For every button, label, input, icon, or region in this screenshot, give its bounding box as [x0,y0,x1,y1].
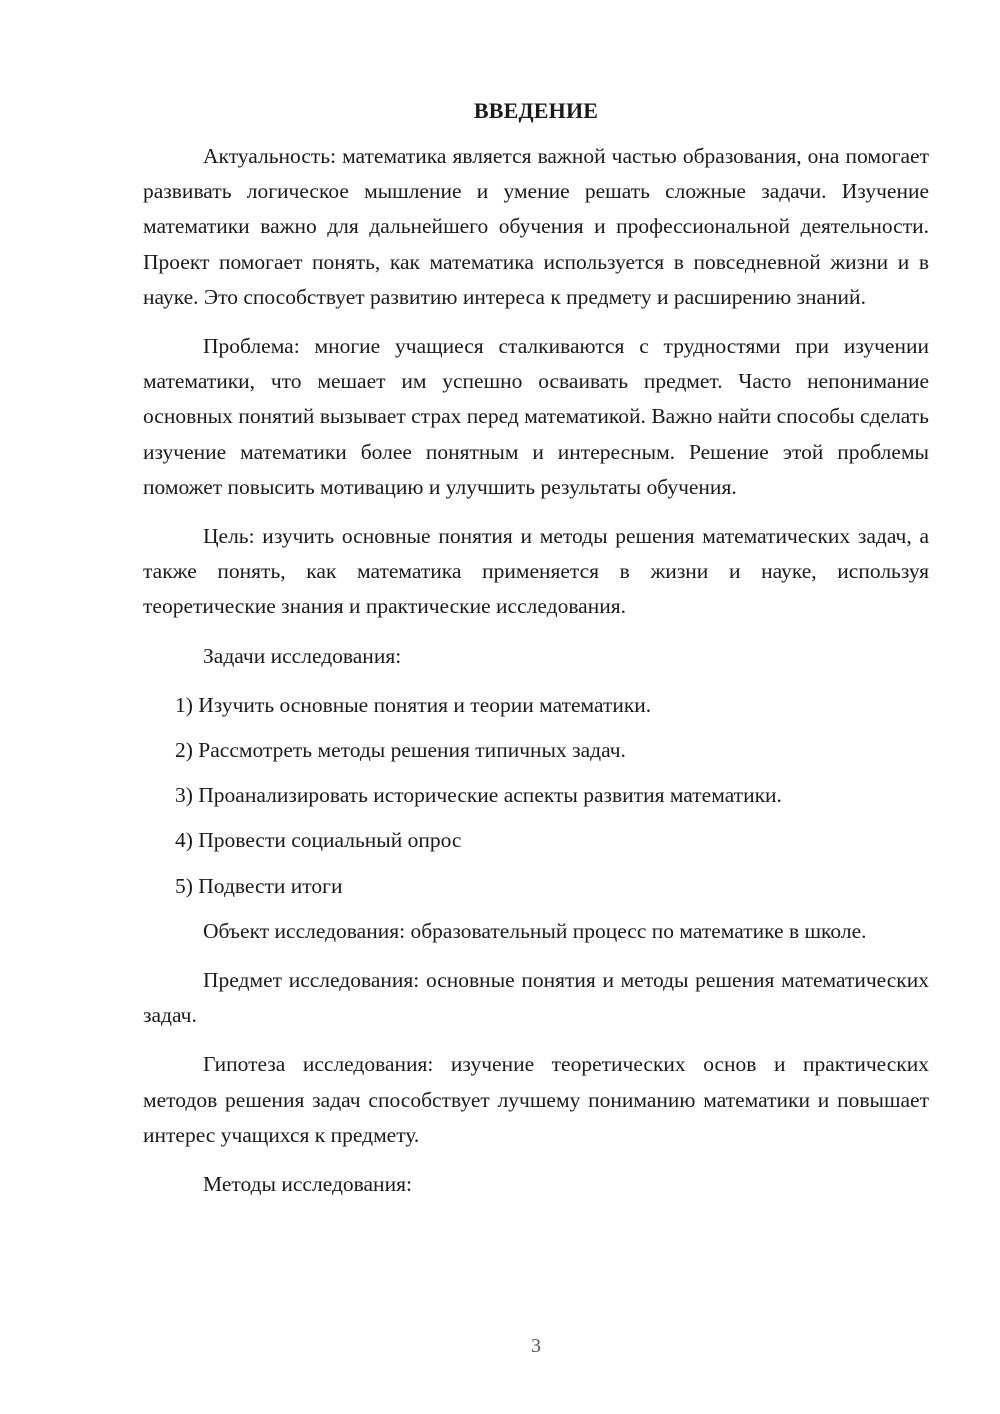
tasks-list [143,688,929,904]
paragraph-subject: Предмет исследования: основные понятия и методы решения математических задач. [143,968,929,1028]
paragraph-problem: Проблема: многие учащиеся сталкиваются с трудностями при изучении математики, что мешает им успешно осваивать предмет. Часто непонимание основных понятий вызывает страх перед математикой. Важно найти способы сделать изучение математики более понятным и интересным. Решение этой проблемы поможет повысить мотивацию и улучшить результаты обучения. [143,334,929,499]
page-number: 3 [531,1335,541,1357]
tasks-heading: Задачи исследования: [203,643,402,668]
list-item: 2) Рассмотреть методы решения типичных задач. [175,738,626,763]
list-item: 4) Провести социальный опрос [175,828,462,853]
list-item: 5) Подвести итоги [175,873,343,898]
document-page [143,95,929,1216]
methods-heading: Методы исследования: [203,1172,412,1197]
paragraph-goal: Цель: изучить основные понятия и методы решения математических задач, а также понять, как математика применяется в жизни и науке, используя теоретические знания и практические исследования. [143,524,929,619]
section-title: ВВЕДЕНИЕ [473,98,599,123]
paragraph-object: Объект исследования: образовательный процесс по математике в школе. [203,918,867,943]
list-item: 3) Проанализировать исторические аспекты развития математики. [175,783,782,808]
paragraph-relevance: Актуальность: математика является важной частью образования, она помогает развивать логическое мышление и умение решать сложные задачи. Изучение математики важно для дальнейшего обучения и профессиональной деятельности. Проект помогает понять, как математика используется в повседневной жизни и в науке. Это способствует развитию интереса к предмету и расширению знаний. [143,144,929,309]
list-item: 1) Изучить основные понятия и теории математики. [175,692,652,717]
paragraph-hypothesis: Гипотеза исследования: изучение теоретических основ и практических методов решения задач способствует лучшему пониманию математики и повышает интерес учащихся к предмету. [143,1052,929,1147]
